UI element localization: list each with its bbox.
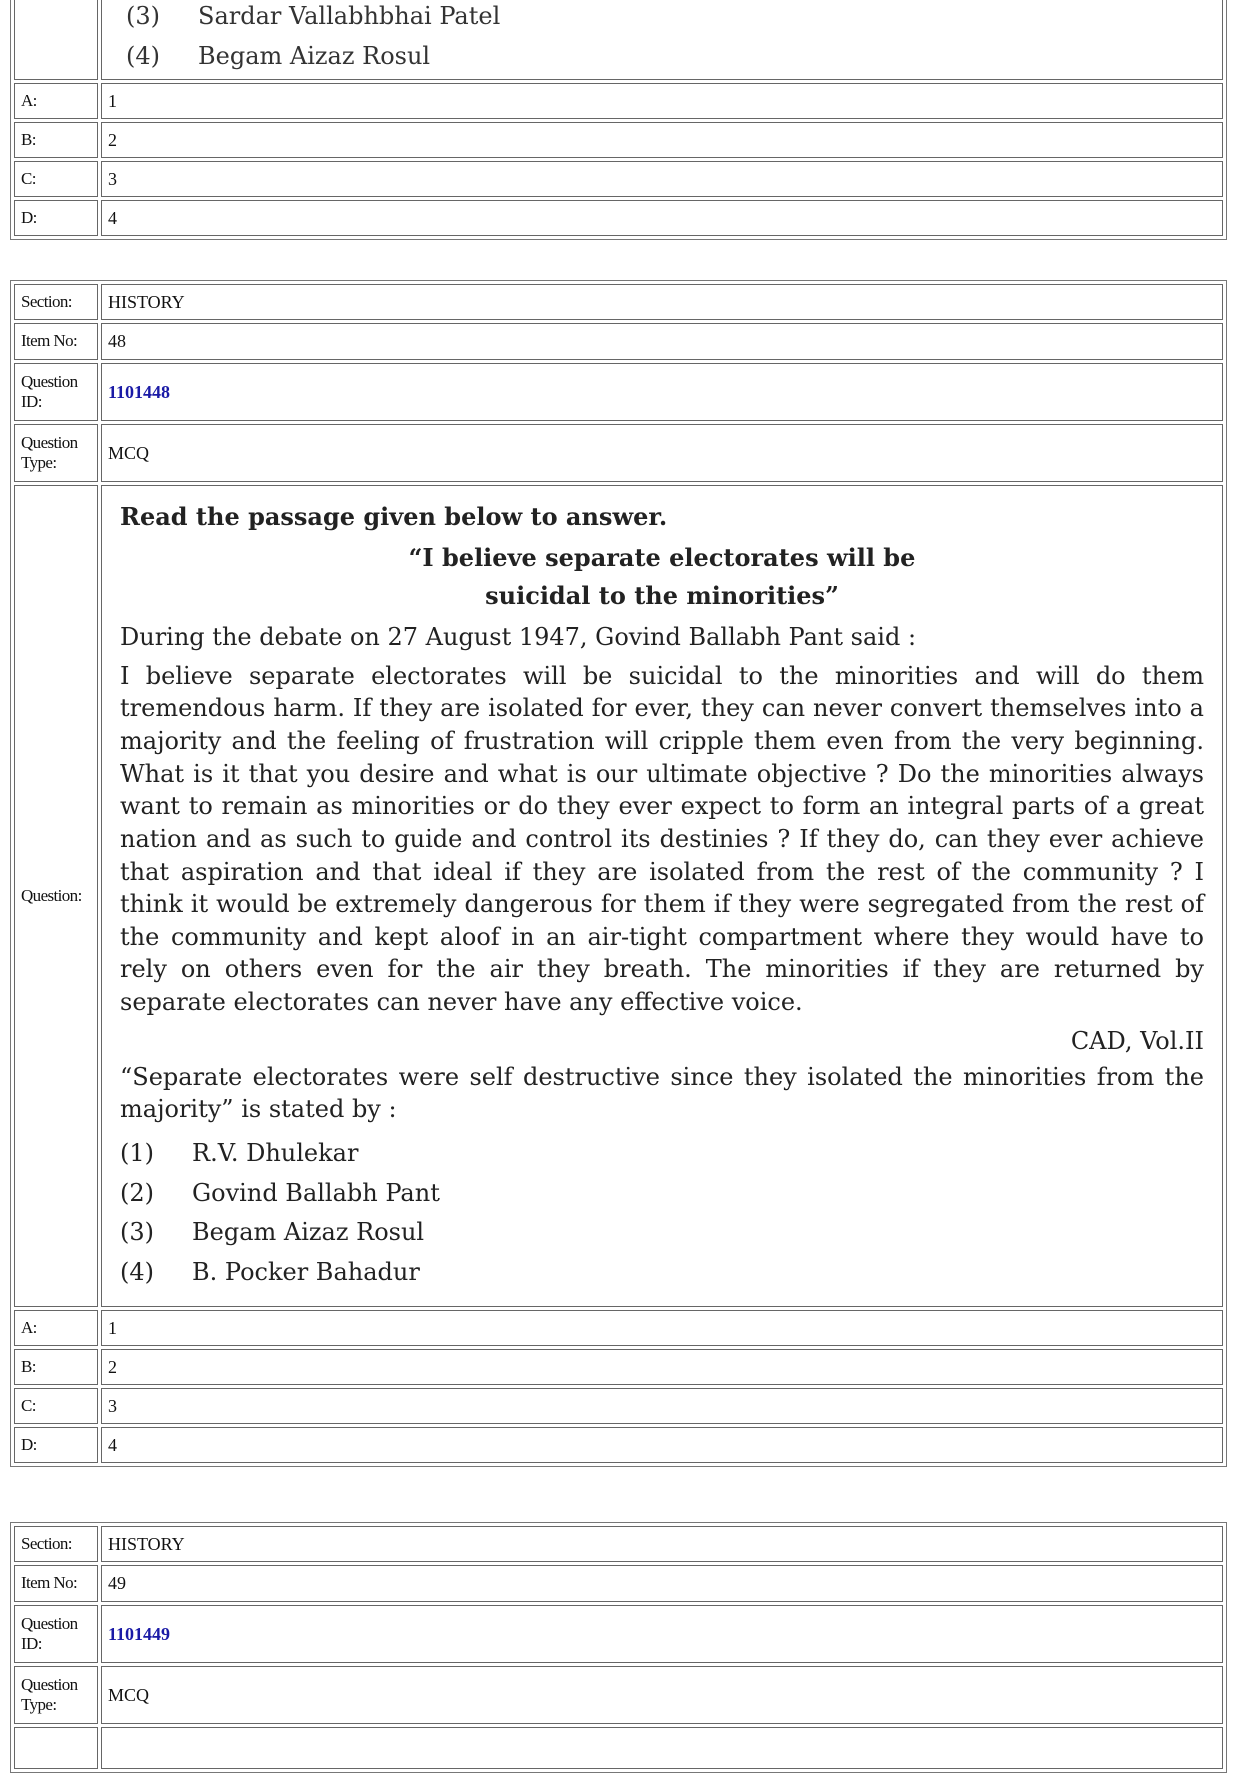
question-type-label: Question Type: — [14, 424, 98, 482]
item-no-label: Item No: — [14, 1565, 98, 1602]
section-value: HISTORY — [101, 284, 1223, 320]
question-row — [14, 1727, 1223, 1769]
answer-row-d: D: 4 — [14, 200, 1223, 236]
question-type-value: MCQ — [101, 424, 1223, 482]
question-type-label: Question Type: — [14, 1666, 98, 1724]
item-no-value: 48 — [101, 323, 1223, 360]
question-id-label: Question ID: — [14, 363, 98, 421]
question-label — [14, 1727, 98, 1769]
question-id-value: 1101448 — [101, 363, 1223, 421]
question-type-value: MCQ — [101, 1666, 1223, 1724]
answer-row-b: B: 2 — [14, 1349, 1223, 1385]
passage-citation: CAD, Vol.II — [1070, 1026, 1204, 1055]
passage-quote: “I believe separate electorates will be suicidal to the minorities” — [408, 542, 916, 611]
question-table-48 — [10, 280, 1227, 1467]
option-1: (1) R.V. Dhulekar — [120, 1138, 359, 1167]
section-label: Section: — [14, 1526, 98, 1562]
question-table-47 — [10, 0, 1227, 240]
question-id-label: Question ID: — [14, 1605, 98, 1663]
question-table-49 — [10, 1522, 1227, 1773]
option-3: (3) Begam Aizaz Rosul — [120, 1218, 425, 1247]
item-no-row — [14, 323, 1223, 360]
question-type-row — [14, 424, 1223, 482]
answer-row-c: C: 3 — [14, 161, 1223, 197]
answer-row-a: A: 1 — [14, 1310, 1223, 1346]
answer-row-a: A: 1 — [14, 83, 1223, 119]
question-id-value: 1101449 — [101, 1605, 1223, 1663]
question-row — [14, 0, 1223, 80]
question-type-row — [14, 1666, 1223, 1724]
answer-row-c: C: 3 — [14, 1388, 1223, 1424]
question-row — [14, 485, 1223, 1307]
passage — [102, 488, 1222, 1305]
section-row — [14, 1526, 1223, 1562]
question-content — [101, 485, 1223, 1307]
question-content — [101, 0, 1223, 80]
option-4: (4) B. Pocker Bahadur — [120, 1257, 420, 1286]
section-label: Section: — [14, 284, 98, 320]
item-no-value: 49 — [101, 1565, 1223, 1602]
question-content — [101, 1727, 1223, 1769]
passage-body: I believe separate electorates will be suicidal to the minorities and will do them tremendous harm. If they are isolated for ever, they can never convert themselves into a majority and the feeling of frustration will cripple them even from the very beginning. What is it that you desire and what is our ultimate objective ? Do the minorities always want to remain as minorities or do they ever expect to form an integral parts of a great nation and as such to guide and control its destinies ? If they do, can they ever achieve that aspiration and that ideal if they are isolated from the rest of the community ? I think it would be extremely dangerous for them if they were segregated from the rest of the community and kept aloof in an air-tight compartment where they would have to rely on others even for the air they breath. The minorities if they are returned by separate electorates can never have any effective voice. — [120, 661, 1204, 1017]
answer-row-d: D: 4 — [14, 1427, 1223, 1463]
passage-heading: Read the passage given below to answer. — [120, 501, 668, 531]
answer-row-b: B: 2 — [14, 122, 1223, 158]
passage-intro: During the debate on 27 August 1947, Govind Ballabh Pant said : — [120, 623, 917, 652]
option-2: (2) Govind Ballabh Pant — [120, 1178, 440, 1207]
question-id-row — [14, 1605, 1223, 1663]
item-no-row — [14, 1565, 1223, 1602]
option-3: (3) Sardar Vallabhbhai Patel — [126, 2, 501, 31]
question-id-row — [14, 363, 1223, 421]
section-value: HISTORY — [101, 1526, 1223, 1562]
item-no-label: Item No: — [14, 323, 98, 360]
question-label: Question: — [14, 485, 98, 1307]
question-prompt: “Separate electorates were self destructive since they isolated the minorities from the majority” is stated by : — [120, 1062, 1204, 1124]
question-label — [14, 0, 98, 80]
option-4: (4) Begam Aizaz Rosul — [126, 42, 431, 70]
section-row — [14, 284, 1223, 320]
